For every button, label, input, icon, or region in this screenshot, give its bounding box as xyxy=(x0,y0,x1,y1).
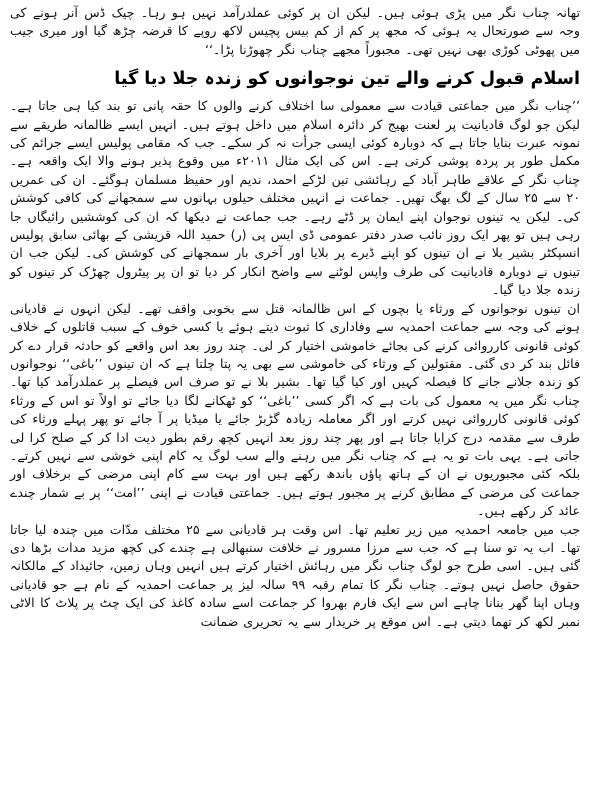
article-paragraph: ان تینوں نوجوانوں کے ورثاء یا بچوں کے اس ظالمانہ قتل سے بخوبی واقف تھے۔ لیکن انہوں نے قادیانی ہونے کی وجہ سے جماعت احمدیہ سے وفاداری کا ثبوت دیتے ہوئے یا کسی خوف کے سبب قاتلوں کے خلاف کوئی قانونی کارروائی کرنے کی بجائے خاموشی اختیار کر لی۔ چند روز بعد اس واقعے کو حادثہ قرار دے کر فائل بند کر دی گئی۔ مقتولین کے ورثاء کی خاموشی سے بھی یہ پتا چلتا ہے کہ ان تینوں ’’باغی‘‘ نوجوانوں کو زندہ جلانے جانے کا فیصلہ کہیں اور کیا گیا تھا۔ بشیر بلا نے تو صرف اس فیصلے پر عملدرآمد کیا تھا۔ چناب نگر میں یہ معمول کی بات ہے کہ اگر کسی ’’باغی‘‘ کو ٹھکانے لگا دیا جائے تو اولاً تو اس کے ورثاء کوئی قانونی کارروائی نہیں کرتے اور اگر معاملہ زیادہ گڑبڑ جائے یا میڈیا پر آ جائے تو پھر پہلے ورثاء کی طرف سے مقدمہ درج کرایا جاتا ہے اور پھر چند روز بعد انہیں کچھ رقم بطور دیت ادا کر کے صلح کرا لی جاتی ہے۔ یہی بات تو یہ ہے کہ چناب نگر میں رہنے والے سب لوگ یہ کام اپنی خوشی سے نہیں کرتے۔ بلکہ کئی مجبوریوں نے ان کے ہاتھ پاؤں باندھ رکھے ہیں اور بہت سے کام اپنی مرضی کے برخلاف اور جماعت کی مرضی کے مطابق کرنے پر مجبور ہوتے ہیں۔ جماعتی قیادت نے اپنی ’’امت‘‘ پر بے شمار چندے عائد کر رکھے ہیں۔ xyxy=(10,300,580,519)
article-paragraph: جب میں جامعہ احمدیہ میں زیر تعلیم تھا۔ اس وقت ہر قادیانی سے ۲۵ مختلف مدّات میں چندہ لیا جاتا تھا۔ اب یہ تو سنا ہے کہ جب سے مرزا مسرور نے خلافت سنبھالی ہے چندے کی کچھ مزید مدات بڑھا دی گئی ہیں۔ اسی طرح جو لوگ چناب نگر میں رہائش اختیار کرتے ہیں انہیں وہاں زمین، جائیداد کے مالکانہ حقوق حاصل نہیں ہوتے۔ چناب نگر کا تمام رقبہ ۹۹ سالہ لیز پر جماعت احمدیہ کے نام ہے جو قادیانی وہاں اپنا گھر بنانا چاہے اس سے ایک فارم بھروا کر جماعت اسے سادہ کاغذ کی ایک چٹ پر پلاٹ کا الاٹی نمبر لکھ کر تھما دیتی ہے۔ اس موقع پر خریدار سے یہ تحریری ضمانت xyxy=(10,521,580,629)
lead-paragraph: تھانہ چناب نگر میں پڑی ہوئی ہیں۔ لیکن ان پر کوئی عملدرآمد نہیں ہو رہا۔ چیک ڈس آنر ہونے کی وجہ سے صورتحال یہ ہوئی کہ مجھ پر کم از کم بیس پچیس لاکھ روپے کا قرضہ چڑھ گیا اور میری جیب میں پھوٹی کوڑی بھی نہیں تھی۔ مجبوراً مجھے چناب نگر چھوڑنا پڑا۔‘‘ xyxy=(10,5,580,57)
article-paragraph: ’’چناب نگر میں جماعتی قیادت سے معمولی سا اختلاف کرنے والوں کا حقہ پانی تو بند کیا ہی جاتا ہے۔ لیکن جو لوگ قادیانیت پر لعنت بھیج کر دائرہ اسلام میں داخل ہوتے ہیں۔ انہیں ایسے ظالمانہ طریقے سے نمونہ عبرت بنایا جاتا ہے کہ دوبارہ کوئی ایسی جرأت نہ کر سکے۔ جب کہ مقامی پولیس ایسے جرائم کی مکمل طور پر پردہ پوشی کرتی ہے۔ اس کی ایک مثال ۲۰۱۱ء میں وقوع پذیر ہونے والا ایک واقعہ ہے۔ چناب نگر کے علاقے طاہر آباد کے رہائشی تین لڑکے احمد، ندیم اور حفیظ مسلمان ہوگئے۔ ان کی عمریں ۲۰ سے ۲۵ سال کے لگ بھگ تھیں۔ جماعت نے انہیں مختلف حیلوں بہانوں سے سمجھانے کی کافی کوشش کی۔ لیکن یہ تینوں نوجوان اپنے ایمان پر ڈٹے رہے۔ جب جماعت نے دیکھا کہ ان کی کوششیں رائیگاں جا رہی ہیں تو پھر ایک روز نائب صدر دفتر عمومی ڈی ایس پی (ر) حمید اللہ قریشی کے بھائی سابق پولیس انسپکٹر بشیر بلا نے ان تینوں کو اپنے ڈیرے پر بلایا اور آخری بار سمجھانے کی کوشش کی۔ لیکن جب ان تینوں نے دوبارہ قادیانیت کی طرف واپس لوٹنے سے واضح انکار کر دیا تو ان پر پیٹرول چھڑک کر تینوں کو زندہ جلا دیا گیا۔ xyxy=(10,98,580,298)
article-headline: اسلام قبول کرنے والے تین نوجوانوں کو زندہ جلا دیا گیا xyxy=(114,69,580,90)
